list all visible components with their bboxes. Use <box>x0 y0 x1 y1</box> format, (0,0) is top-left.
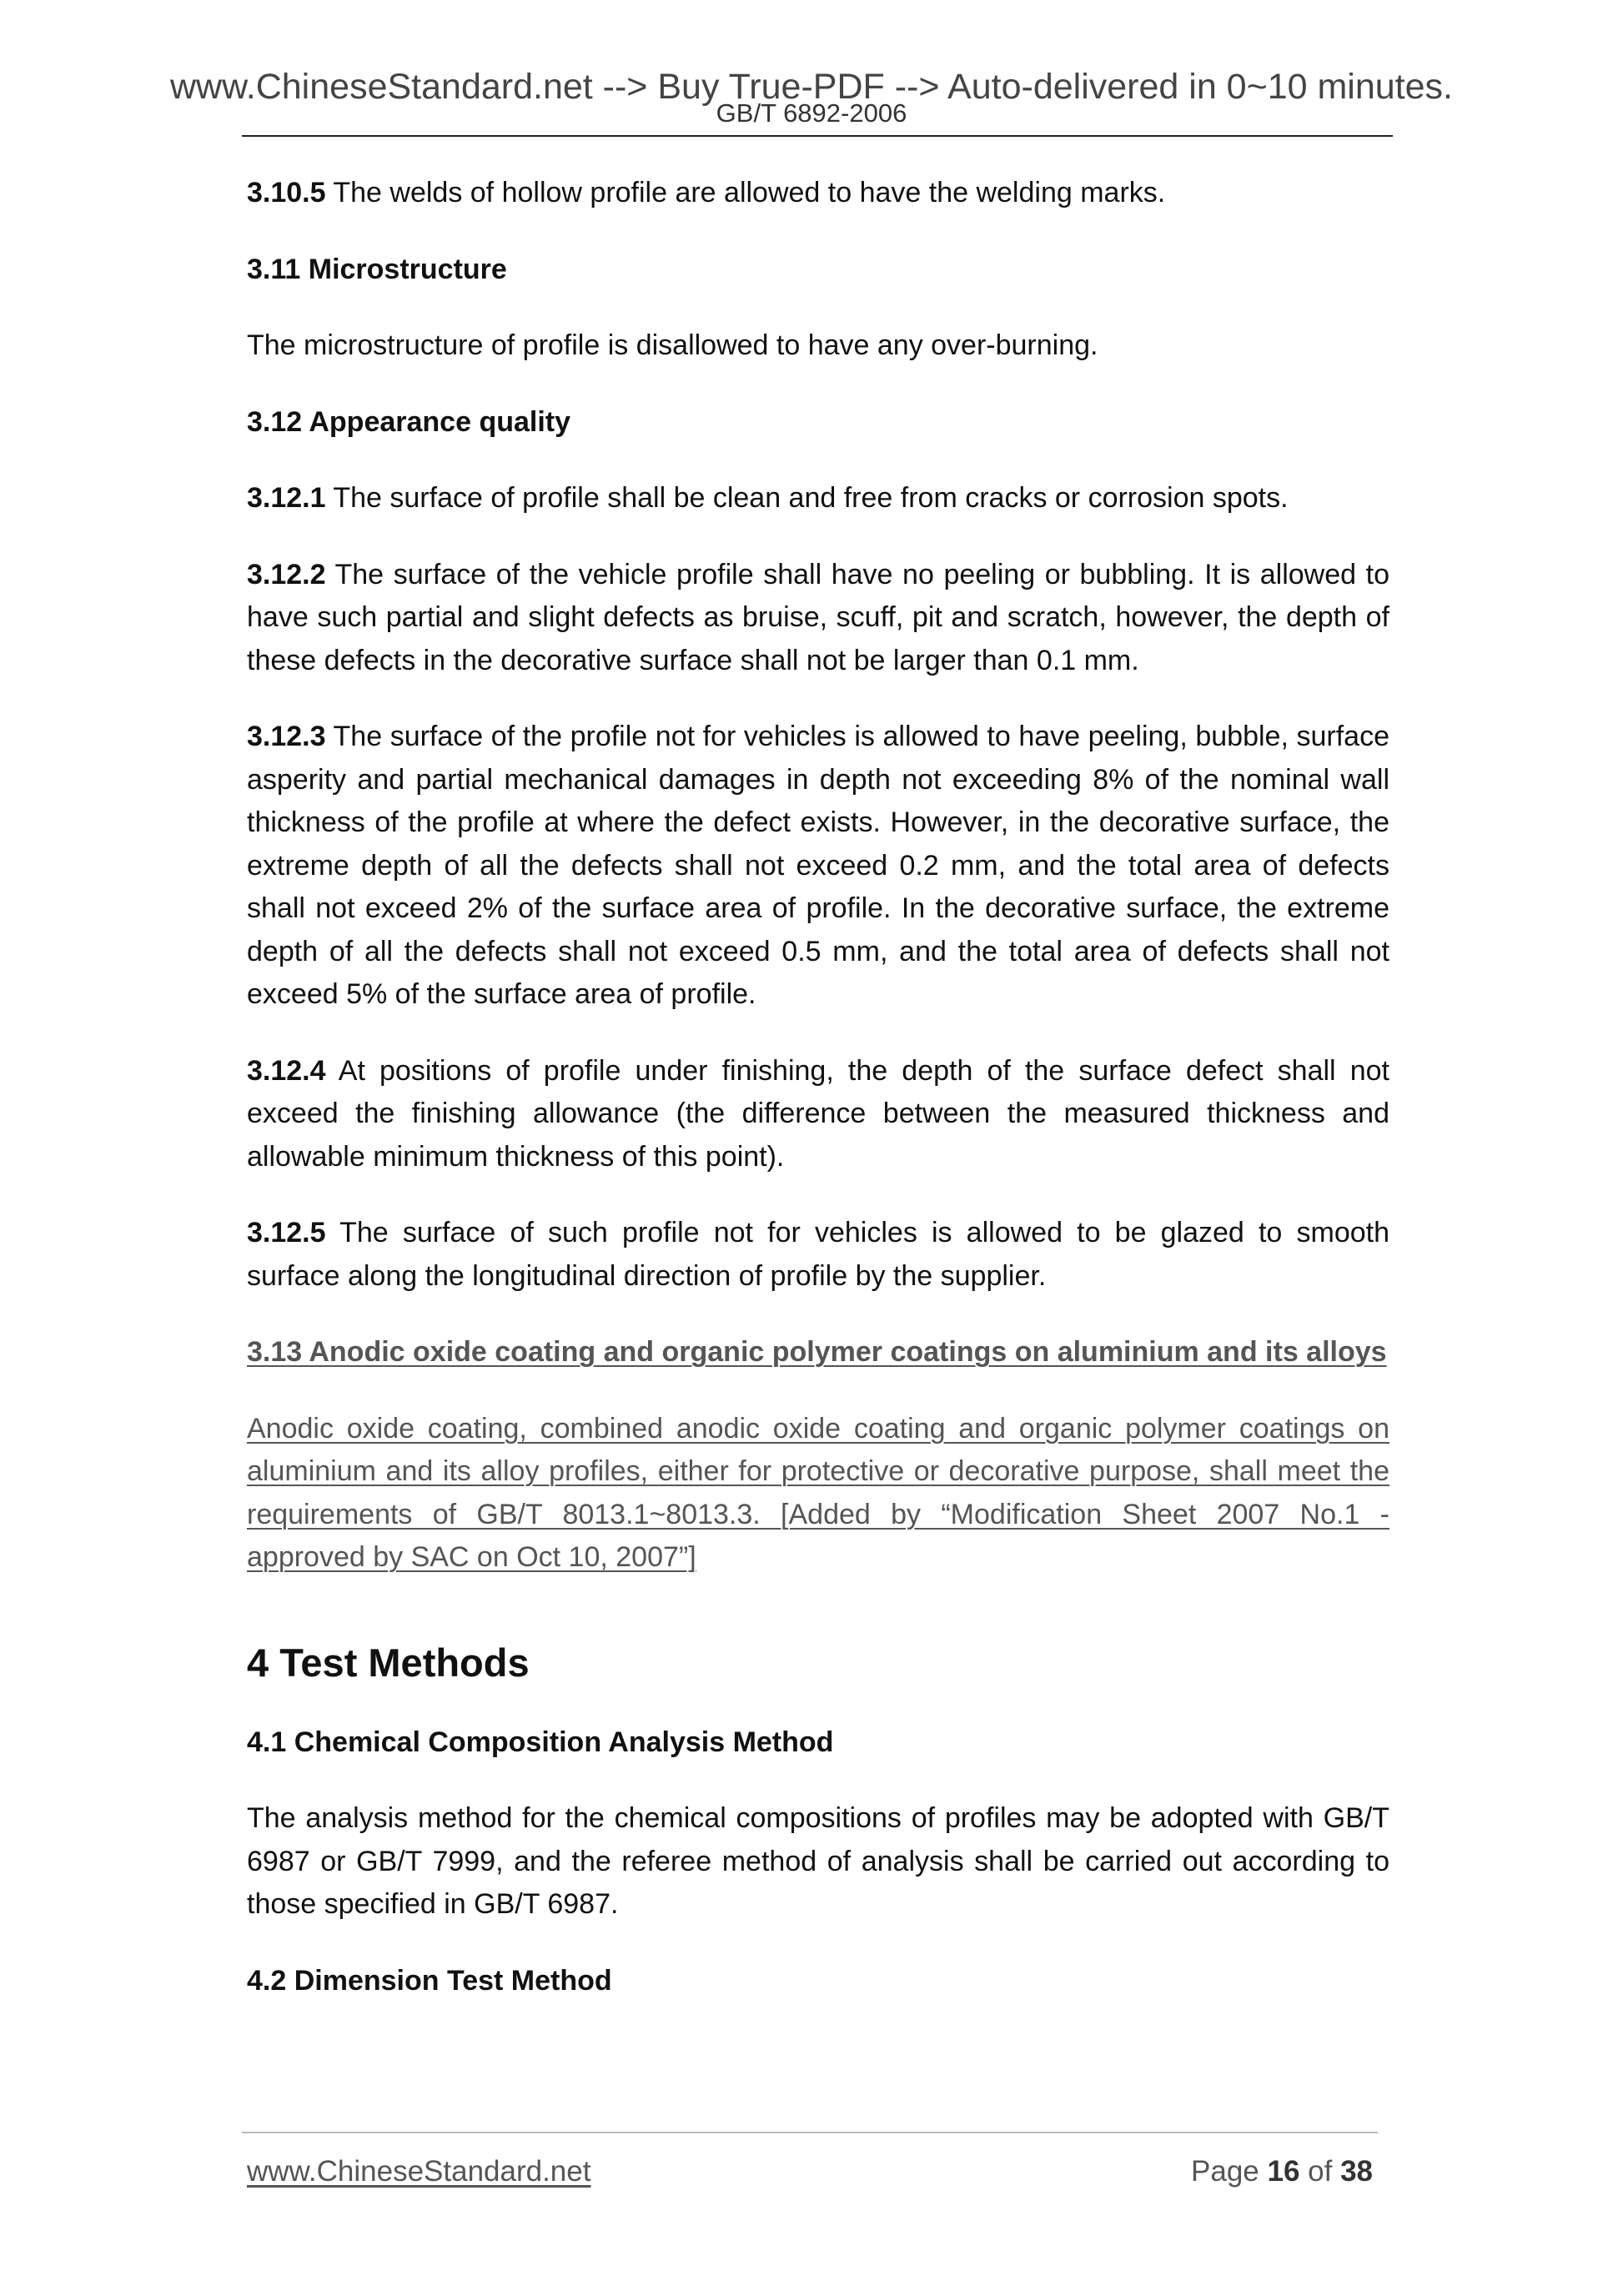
clause-text: The surface of the profile not for vehicles is allowed to have peeling, bubble, surface asperity and partial mechanical damages in depth not exceeding 8% of the nominal wall thickness of the profile at where the defect exists. However, in the decorative surface, the extreme depth of all the defects shall not exceed 0.2 mm, and the total area of defects shall not exceed 2% of the surface area of profile. In the decorative surface, the extreme depth of all the defects shall not exceed 0.5 mm, and the total area of defects shall not exceed 5% of the surface area of profile. <box>247 721 1389 1010</box>
clause-number: 3.10.5 <box>247 177 326 208</box>
heading-4-2: 4.2 Dimension Test Method <box>247 1964 612 1997</box>
clause-3-12-5 <box>247 1212 1389 1298</box>
standard-code: GB/T 6892-2006 <box>716 98 907 128</box>
header-banner: www.ChineseStandard.net --> Buy True-PDF --> Auto-delivered in 0~10 minutes. <box>169 67 1453 107</box>
clause-3-12-1 <box>247 477 1389 520</box>
clause-text: The surface of the vehicle profile shall have no peeling or bubbling. It is allowed to have such partial and slight defects as bruise, scuff, pit and scratch, however, the depth of these defects in the decorative surface shall not be larger than 0.1 mm. <box>247 558 1389 676</box>
clause-number: 3.12.1 <box>247 482 326 514</box>
clause-number: 3.12.5 <box>247 1217 326 1248</box>
chapter-heading-4: 4 Test Methods <box>247 1640 530 1685</box>
clause-number: 3.12.2 <box>247 558 326 590</box>
page-of: of <box>1299 2155 1341 2188</box>
clause-3-12-3 <box>247 716 1389 1017</box>
document-body <box>247 172 1389 2036</box>
footer-website-link[interactable]: www.ChineseStandard.net <box>247 2155 591 2188</box>
clause-number: 3.12.4 <box>247 1054 326 1087</box>
clause-text: The surface of profile shall be clean and free from cracks or corrosion spots. <box>325 482 1289 514</box>
page-label: Page <box>1191 2155 1268 2188</box>
heading-3-11: 3.11 Microstructure <box>247 253 507 285</box>
clause-3-13-amended-text: Anodic oxide coating, combined anodic oxide coating and organic polymer coatings on aluminium and its alloy profiles, either for protective or decorative purpose, shall meet the requirements of GB/T 8013.1~8013.3. [Added by “Modification Sheet 2007 No.1 - approved by SAC on Oct 10, 2007”] <box>247 1412 1389 1573</box>
heading-4-1: 4.1 Chemical Composition Analysis Method <box>247 1726 834 1758</box>
clause-3-10-5 <box>247 172 1389 215</box>
page-total: 38 <box>1340 2155 1373 2188</box>
heading-3-12: 3.12 Appearance quality <box>247 405 571 438</box>
clause-text: The welds of hollow profile are allowed to have the welding marks. <box>325 177 1166 208</box>
footer-rule <box>242 2132 1378 2133</box>
heading-3-13-amended: 3.13 Anodic oxide coating and organic polymer coatings on aluminium and its alloys <box>247 1336 1387 1368</box>
page-current: 16 <box>1267 2155 1300 2188</box>
clause-3-12-2 <box>247 554 1389 683</box>
clause-number: 3.12.3 <box>247 721 326 752</box>
clause-3-12-4 <box>247 1050 1389 1179</box>
clause-3-11-text: The microstructure of profile is disallowed to have any over-burning. <box>247 329 1098 361</box>
clause-4-1-text: The analysis method for the chemical compositions of profiles may be adopted with GB/T 6987 or GB/T 7999, and the referee method of analysis shall be carried out according to those specified in GB/T 6987. <box>247 1802 1389 1920</box>
header-rule <box>242 135 1393 137</box>
clause-text: At positions of profile under finishing, the depth of the surface defect shall not exceed the finishing allowance (the difference between the measured thickness and allowable minimum thickness of this point). <box>247 1054 1389 1173</box>
footer-page-number <box>1191 2155 1373 2188</box>
clause-text: The surface of such profile not for vehicles is allowed to be glazed to smooth surface along the longitudinal direction of profile by the supplier. <box>247 1217 1389 1292</box>
